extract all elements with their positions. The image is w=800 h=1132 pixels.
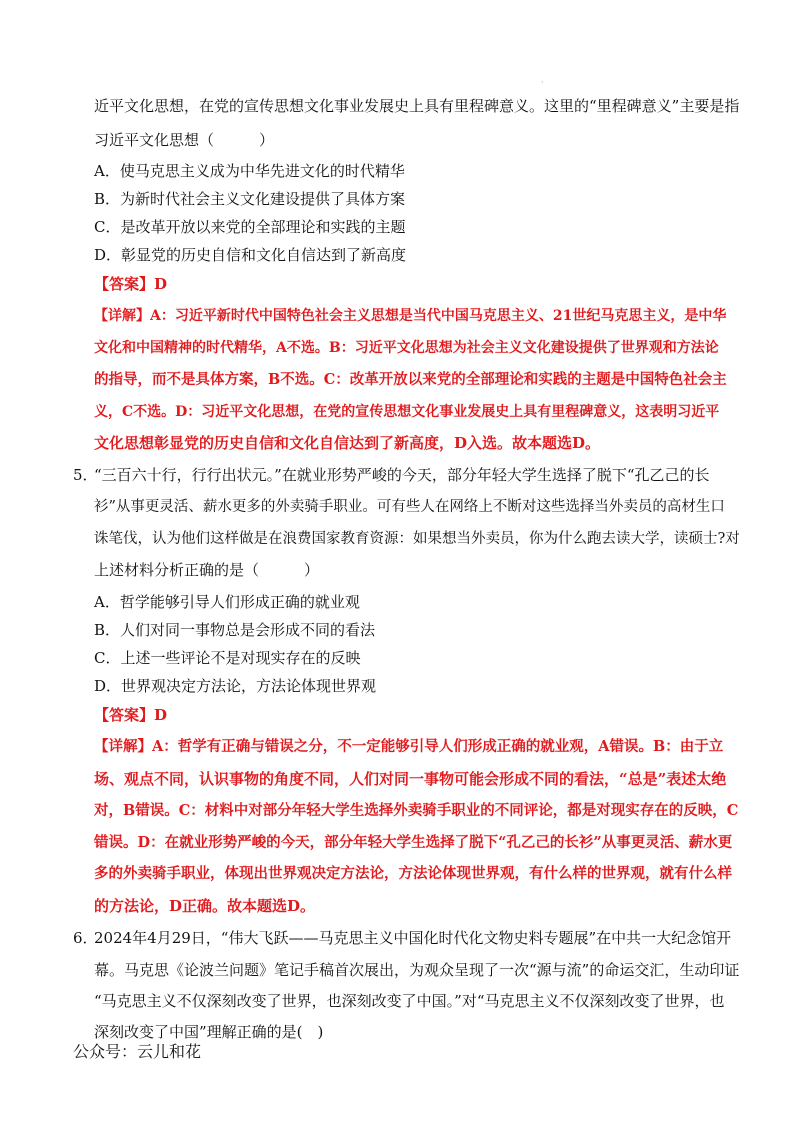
- q5-stem-line-2: 衫”从事更灵活、薪水更多的外卖骑手职业。可有些人在网络上不断对这些选择当外卖员的高材生口: [94, 499, 725, 515]
- q6-stem-line-2: 幕。马克思《论波兰问题》笔记手稿首次展出，为观众呈现了一次“源与流”的命运交汇，生动印证: [94, 961, 740, 979]
- q5-number: 5．: [73, 466, 98, 484]
- q6-stem-line-3: “马克思主义不仅深刻改变了世界，也深刻改变了中国。”对“马克思主义不仅深刻改变了世界，也: [94, 992, 725, 1010]
- q5-option-d: D．世界观决定方法论，方法论体现世界观: [94, 677, 377, 695]
- q5-option-a: A．哲学能够引导人们形成正确的就业观: [94, 593, 360, 611]
- q5-answer: 【答案】D: [94, 706, 168, 724]
- q4-explanation-line-4: 义，C不选。D：习近平文化思想，在党的宣传思想文化事业发展史上具有里程碑意义，这表明习近平: [94, 404, 720, 420]
- q4-option-c: C．是改革开放以来党的全部理论和实践的主题: [94, 218, 406, 236]
- q5-explanation-line-3: 对，B错误。C：材料中对部分年轻大学生选择外卖骑手职业的不同评论，都是对现实存在的反映，C: [94, 802, 739, 819]
- q5-explanation-line-2: 场、观点不同，认识事物的角度不同，人们对同一事物可能会形成不同的看法，“总是”表述太绝: [94, 770, 727, 788]
- q4-option-d: D．彰显党的历史自信和文化自信达到了新高度: [94, 246, 407, 264]
- top-mark: ·: [541, 78, 544, 87]
- q6-stem-line-1: 2024年4月29日，“伟大飞跃——马克思主义中国化时代化文物史料专题展”在中共一大纪念馆开: [94, 929, 732, 947]
- q5-explanation-line-1: 【详解】A：哲学有正确与错误之分，不一定能够引导人们形成正确的就业观，A错误。B：由于立: [94, 738, 724, 755]
- q4-explanation-line-5: 文化思想彰显党的历史自信和文化自信达到了新高度，D入选。故本题选D。: [94, 434, 601, 452]
- q4-answer: 【答案】D: [94, 275, 168, 293]
- q4-stem-line-1: 近平文化思想，在党的宣传思想文化事业发展史上具有里程碑意义。这里的“里程碑意义”主要是指: [94, 97, 740, 115]
- q5-option-c: C．上述一些评论不是对现实存在的反映: [94, 649, 361, 667]
- q5-stem-line-3: 诛笔伐，认为他们这样做是在浪费国家教育资源：如果想当外卖员，你为什么跑去读大学，读硕士?对: [94, 531, 740, 547]
- q5-explanation-line-5: 多的外卖骑手职业，体现出世界观决定方法论，方法论体现世界观，有什么样的世界观，就有什么样: [94, 865, 732, 882]
- q4-option-a: A．使马克思主义成为中华先进文化的时代精华: [94, 162, 405, 180]
- q5-stem-line-1: “三百六十行，行行出状元。”在就业形势严峻的今天，部分年轻大学生选择了脱下“孔乙己的长: [94, 466, 710, 484]
- q4-option-b: B．为新时代社会主义文化建设提供了具体方案: [94, 190, 406, 208]
- q6-number: 6．: [73, 929, 98, 947]
- q5-explanation-line-4: 错误。D：在就业形势严峻的今天，部分年轻大学生选择了脱下“孔乙己的长衫”从事更灵活、薪水更: [94, 834, 733, 851]
- q6-stem-line-4: 深刻改变了中国”理解正确的是( ): [94, 1023, 324, 1041]
- q5-stem-line-4: 上述材料分析正确的是（ ）: [94, 561, 320, 579]
- q4-explanation-line-3: 的指导，而不是具体方案，B不选。C：改革开放以来党的全部理论和实践的主题是中国特色社会主: [94, 371, 727, 388]
- q4-explanation-line-2: 文化和中国精神的时代精华，A不选。B：习近平文化思想为社会主义文化建设提供了世界观和方法论: [94, 340, 719, 356]
- q5-explanation-line-6: 的方法论，D正确。故本题选D。: [94, 897, 316, 915]
- q4-explanation-line-1: 【详解】A：习近平新时代中国特色社会主义思想是当代中国马克思主义、21世纪马克思主义，是中华: [94, 308, 727, 324]
- q5-option-b: B．人们对同一事物总是会形成不同的看法: [94, 621, 376, 639]
- footer-watermark: 公众号：云儿和花: [73, 1042, 202, 1061]
- q4-stem-line-2: 习近平文化思想（ ）: [94, 131, 275, 149]
